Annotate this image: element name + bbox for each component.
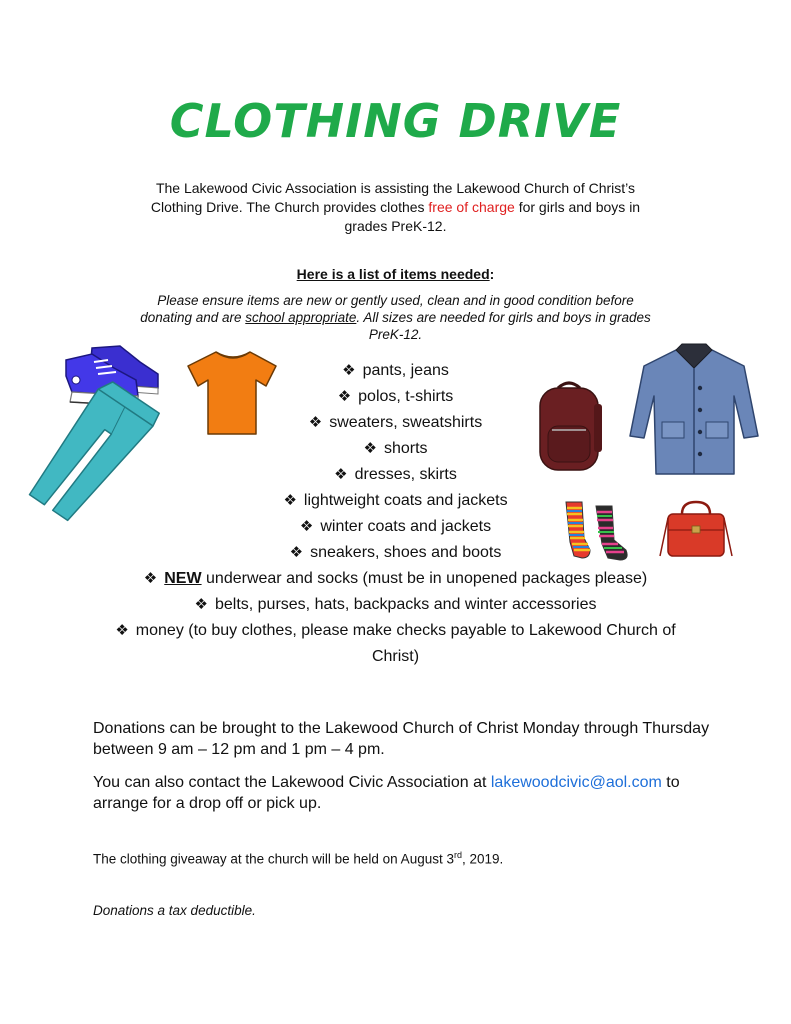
diamond-bullet-icon: ❖ — [115, 622, 129, 639]
intro-text-start: The Lakewood Civic Association is assisting the Lakewood Church of Christ’s Clothing Drive. The Church provides clothes — [150, 180, 636, 215]
backpack-image — [532, 378, 606, 472]
intro-paragraph — [140, 179, 651, 236]
new-emphasis: NEW — [164, 570, 202, 587]
list-item-new-underwear — [100, 566, 691, 592]
giveaway-text-start: The clothing giveaway at the church will be held on August 3 — [93, 851, 454, 867]
email-link[interactable]: lakewoodcivic@aol.com — [490, 774, 662, 791]
sock-left-shape — [566, 502, 590, 558]
items-list-heading-text: Here is a list of items needed — [296, 266, 490, 282]
diamond-bullet-icon: ❖ — [283, 492, 297, 509]
date-ordinal-suffix: rd — [453, 850, 462, 860]
school-appropriate-underlined: school appropriate — [245, 310, 357, 325]
sock-right-shape — [596, 506, 627, 560]
items-list-heading-colon: : — [489, 266, 495, 282]
list-item-text: lightweight coats and jackets — [303, 492, 508, 509]
list-item-money — [100, 618, 691, 670]
list-item-text: sweaters, sweatshirts — [329, 414, 483, 431]
purse-body-shape — [668, 514, 724, 556]
list-item-text: pants, jeans — [362, 362, 449, 379]
donation-hours-text: Donations can be brought to the Lakewood Church of Christ Monday through Thursday between 9 am – 12 pm and 1 pm – 4 pm. — [93, 720, 710, 758]
list-item-text: money (to buy clothes, please make checks payable to Lakewood Church of Christ) — [135, 622, 676, 665]
donation-guidelines-note — [140, 292, 651, 343]
note-text-start: Please ensure items are new or gently used, clean and in good condition before donating and are — [140, 293, 634, 325]
diamond-bullet-icon: ❖ — [308, 414, 323, 431]
jacket-image — [626, 340, 762, 480]
page-title: CLOTHING DRIVE — [169, 94, 622, 148]
contact-text-start: You can also contact the Lakewood Civic Association at — [93, 774, 491, 791]
diamond-bullet-icon: ❖ — [363, 440, 377, 457]
free-of-charge-highlight: free of charge — [428, 199, 515, 215]
list-item-text: dresses, skirts — [354, 466, 457, 483]
giveaway-text-end: , 2019. — [462, 851, 504, 867]
jeans-shape — [28, 377, 161, 530]
items-list-heading — [0, 266, 791, 282]
list-item-text: sneakers, shoes and boots — [310, 544, 502, 561]
diamond-bullet-icon: ❖ — [143, 570, 158, 587]
jeans-image — [40, 408, 226, 554]
contact-text-end: to arrange for a drop off or pick up. — [93, 774, 680, 812]
diamond-bullet-icon: ❖ — [334, 466, 348, 483]
tax-deductible-note: Donations a tax deductible. — [93, 903, 256, 918]
note-text-end: . All sizes are needed for girls and boys in grades PreK-12. — [356, 310, 651, 342]
intro-text-end: for girls and boys in grades PreK-12. — [344, 199, 641, 234]
list-item-text: polos, t-shirts — [358, 388, 454, 405]
list-item-text: winter coats and jackets — [320, 518, 492, 535]
diamond-bullet-icon: ❖ — [299, 518, 314, 535]
diamond-bullet-icon: ❖ — [337, 388, 352, 405]
giveaway-date-text — [93, 850, 503, 867]
purse-image — [658, 500, 734, 560]
diamond-bullet-icon: ❖ — [289, 544, 304, 561]
diamond-bullet-icon: ❖ — [342, 362, 356, 379]
diamond-bullet-icon: ❖ — [194, 596, 208, 613]
list-item-text: underwear and socks (must be in unopened packages please) — [201, 570, 648, 587]
list-item-accessories — [100, 592, 691, 618]
contact-paragraph — [93, 772, 713, 814]
socks-image — [560, 498, 632, 564]
list-item-text: belts, purses, hats, backpacks and winter accessories — [214, 596, 597, 613]
list-item-text: shorts — [383, 440, 428, 457]
